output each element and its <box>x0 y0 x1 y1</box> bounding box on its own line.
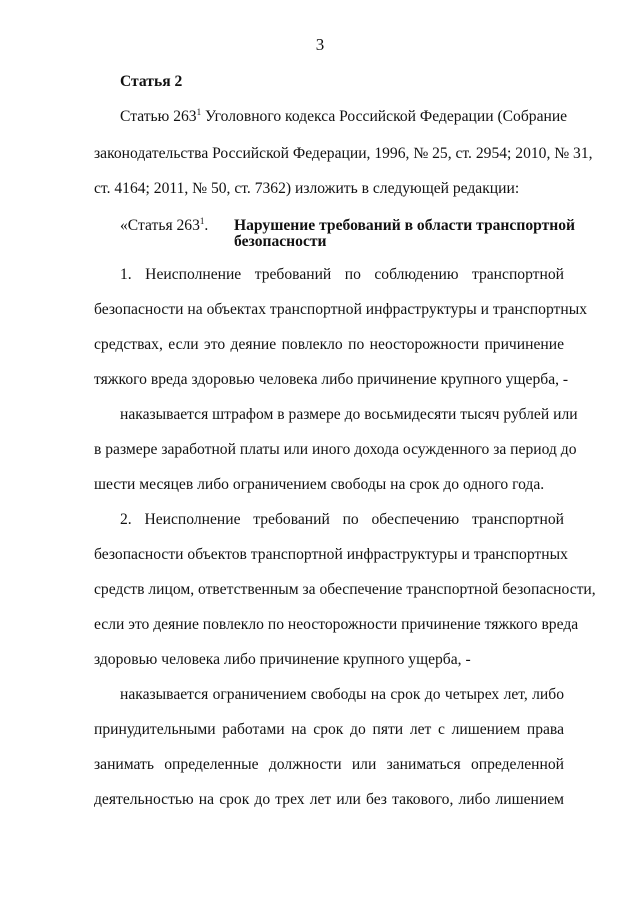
paragraph1-line-2: безопасности на объектах транспортной инфраструктуры и транспортных <box>94 301 587 318</box>
penalty1-line-1: наказывается штрафом в размере до восьмидесяти тысяч рублей или <box>120 406 578 423</box>
paragraph2-line-2: безопасности объектов транспортной инфраструктуры и транспортных <box>94 546 568 563</box>
paragraph1-line-3: средствах, если это деяние повлекло по неосторожности причинение <box>94 336 564 353</box>
intro-line-2: законодательства Российской Федерации, 1996, № 25, ст. 2954; 2010, № 31, <box>94 145 593 162</box>
new-article-title-line-2: безопасности <box>234 233 327 250</box>
paragraph2-line-3: средств лицом, ответственным за обеспечение транспортной безопасности, <box>94 581 596 598</box>
penalty1-line-3: шести месяцев либо ограничением свободы на срок до одного года. <box>94 476 545 493</box>
new-article-prefix-sup: 1 <box>199 216 205 226</box>
penalty2-line-2: принудительными работами на срок до пяти лет с лишением права <box>94 721 564 738</box>
paragraph2-line-4: если это деяние повлекло по неосторожности причинение тяжкого вреда <box>94 616 579 633</box>
intro-line-1-rest: Уголовного кодекса Российской Федерации (Собрание <box>201 108 568 125</box>
penalty2-line-3: занимать определенные должности или заниматься определенной <box>94 756 564 773</box>
penalty2-line-1: наказывается ограничением свободы на срок до четырех лет, либо <box>120 686 564 703</box>
penalty2-line-4: деятельностью на срок до трех лет или без такового, либо лишением <box>94 791 564 808</box>
intro-line-1-prefix: Статью 263 <box>120 108 197 125</box>
page-number: 3 <box>315 35 325 54</box>
new-article-title-line-1: Нарушение требований в области транспортной <box>234 217 576 234</box>
article-heading: Статья 2 <box>120 73 183 90</box>
new-article-prefix-text: «Статья 263 <box>120 217 200 234</box>
intro-line-1 <box>120 107 568 126</box>
paragraph2-line-5: здоровью человека либо причинение крупного ущерба, - <box>94 651 471 668</box>
penalty1-line-2: в размере заработной платы или иного дохода осужденного за период до <box>94 441 577 458</box>
new-article-prefix <box>120 217 208 235</box>
paragraph1-line-4: тяжкого вреда здоровью человека либо причинение крупного ущерба, - <box>94 371 569 388</box>
intro-line-1-sup: 1 <box>196 107 202 117</box>
intro-line-3: ст. 4164; 2011, № 50, ст. 7362) изложить в следующей редакции: <box>94 180 520 197</box>
paragraph1-line-1: 1. Неисполнение требований по соблюдению транспортной <box>120 266 564 283</box>
paragraph2-line-1: 2. Неисполнение требований по обеспечению транспортной <box>120 511 564 528</box>
new-article-prefix-dot: . <box>204 217 209 234</box>
